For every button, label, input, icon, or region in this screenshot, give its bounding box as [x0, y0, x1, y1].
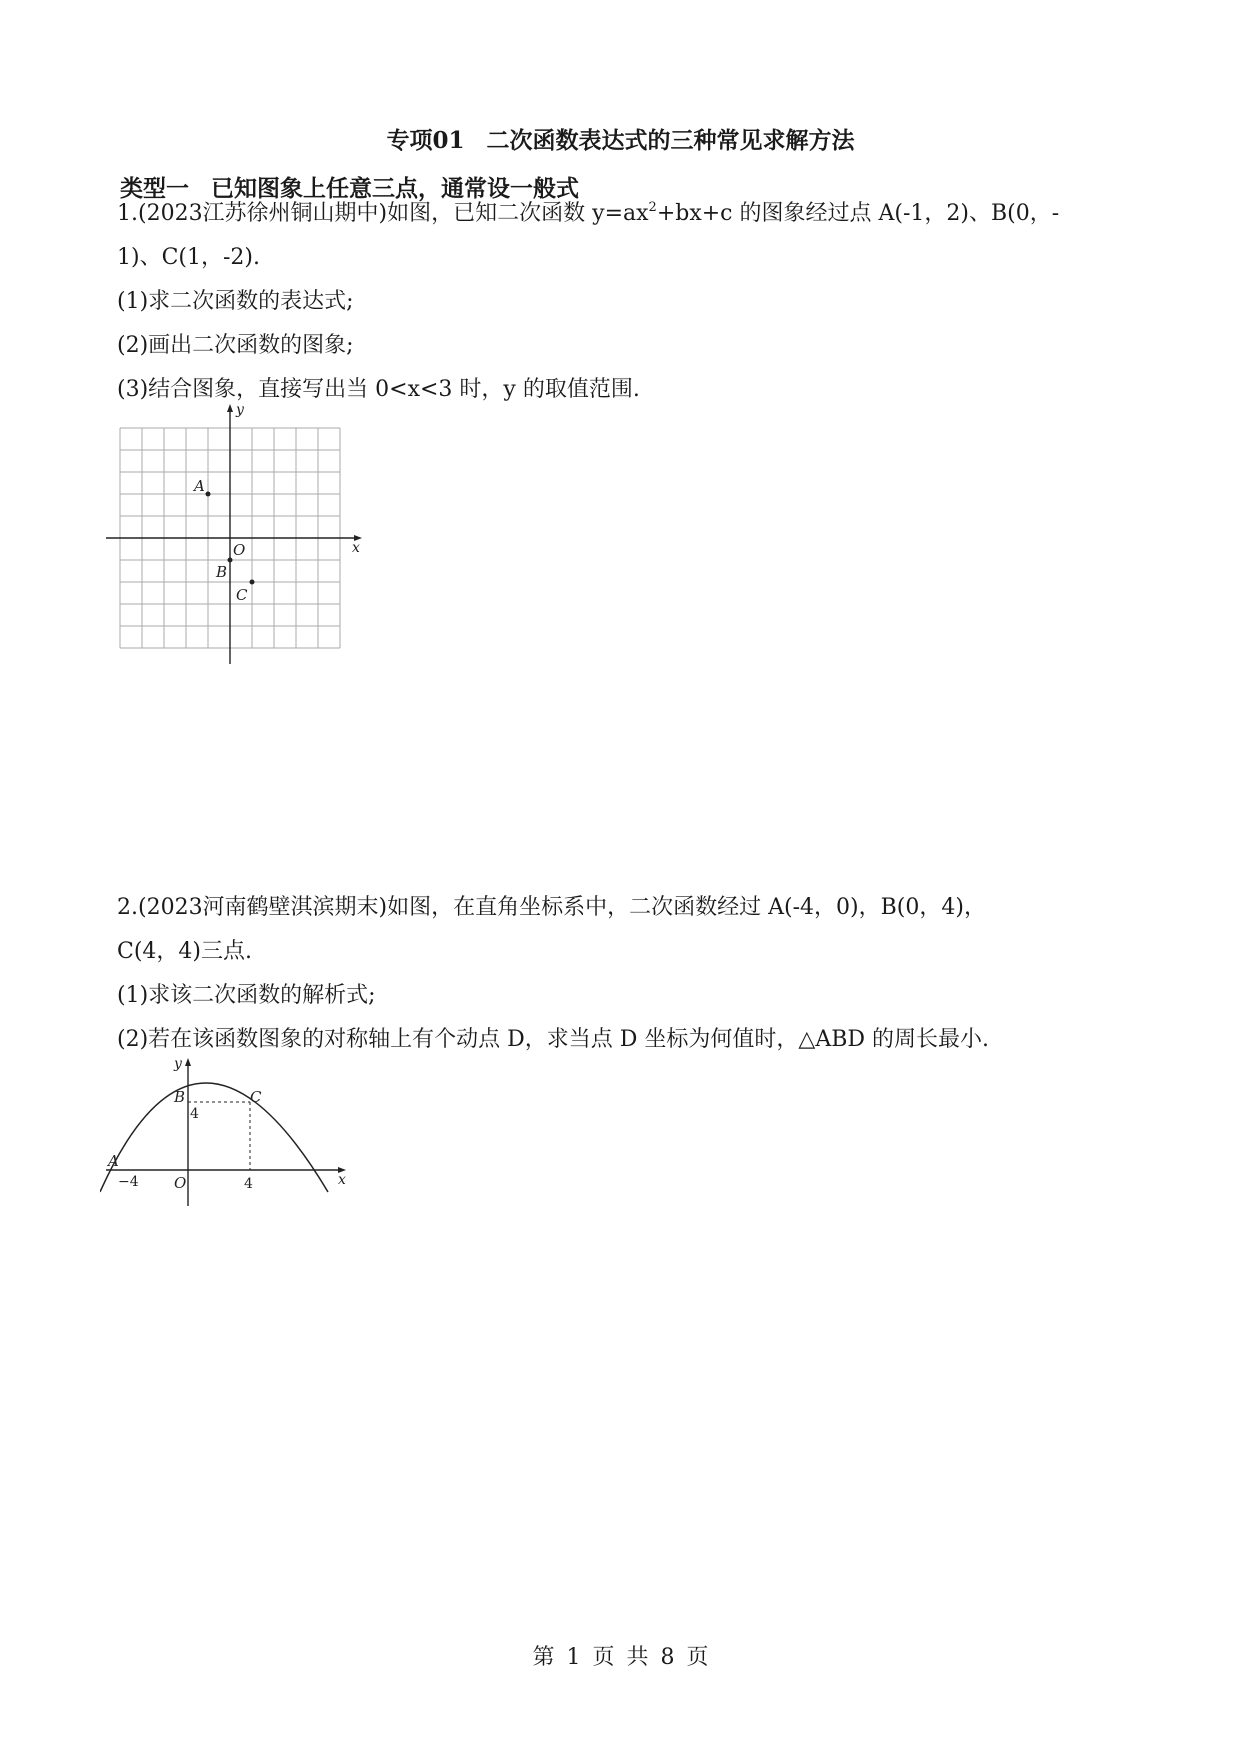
q1-y-label: y [236, 402, 244, 418]
q2-line2: C(4，4)三点. [117, 939, 252, 964]
q1-exponent: 2 [648, 200, 657, 215]
q1-point-b-label: B [216, 563, 228, 581]
q1-point-a [206, 492, 211, 497]
q1-part3: (3)结合图象，直接写出当 0<x<3 时，y 的取值范围. [117, 377, 640, 402]
footer-word-3: 共 [626, 1645, 649, 1670]
q2-tick-neg4: −4 [118, 1174, 139, 1190]
q1-part2: (2)画出二次函数的图象; [117, 333, 354, 358]
footer-word-2: 页 [592, 1645, 615, 1670]
title-text: 二次函数表达式的三种常见求解方法 [486, 127, 855, 154]
q2-y-arrow [185, 1058, 191, 1066]
page-title [0, 122, 1241, 155]
q2-tick-4y: 4 [190, 1106, 199, 1122]
section-type-label: 类型一 [120, 175, 189, 202]
q2-y-label: y [174, 1056, 182, 1072]
title-code: 专项01 [386, 127, 465, 154]
section-type-text: 已知图象上任意三点，通常设一般式 [211, 175, 579, 202]
q2-line1: 2.(2023河南鹤壁淇滨期末)如图，在直角坐标系中，二次函数经过 A(-4，0)，B(0，4)， [117, 895, 986, 920]
q2-origin-label: O [174, 1174, 187, 1192]
q1-point-c [250, 580, 255, 585]
q2-part1: (1)求该二次函数的解析式; [117, 983, 376, 1008]
q2-point-b-label: B [174, 1088, 186, 1106]
q1-line2: 1)、C(1，-2). [117, 245, 261, 270]
page-footer [0, 1640, 1241, 1671]
q1-point-b [228, 558, 233, 563]
q2-part2: (2)若在该函数图象的对称轴上有个动点 D，求当点 D 坐标为何值时，△ABD 的周长最小. [117, 1027, 990, 1052]
footer-word-4: 页 [686, 1645, 709, 1670]
q1-x-label: x [352, 540, 360, 556]
q1-origin-label: O [233, 541, 246, 559]
footer-page-number: 1 [566, 1645, 581, 1670]
q1-figure [100, 396, 380, 676]
q2-point-a-label: A [108, 1152, 119, 1170]
q1-part1: (1)求二次函数的表达式; [117, 289, 354, 314]
q1-y-arrow [227, 404, 233, 412]
footer-word-1: 第 [532, 1645, 555, 1670]
q1-point-a-label: A [194, 477, 205, 495]
q2-figure [100, 1052, 400, 1212]
q1-line1 [117, 196, 1059, 227]
q2-point-c-label: C [250, 1088, 262, 1106]
q1-line1-pre: 1.(2023江苏徐州铜山期中)如图，已知二次函数 y=ax [117, 201, 649, 226]
q1-line1-post: +bx+c 的图象经过点 A(-1，2)、B(0，- [656, 201, 1060, 226]
q2-x-label: x [338, 1172, 346, 1188]
q1-point-c-label: C [236, 586, 248, 604]
q2-tick-4x: 4 [244, 1176, 253, 1192]
footer-total-pages: 8 [660, 1645, 675, 1670]
